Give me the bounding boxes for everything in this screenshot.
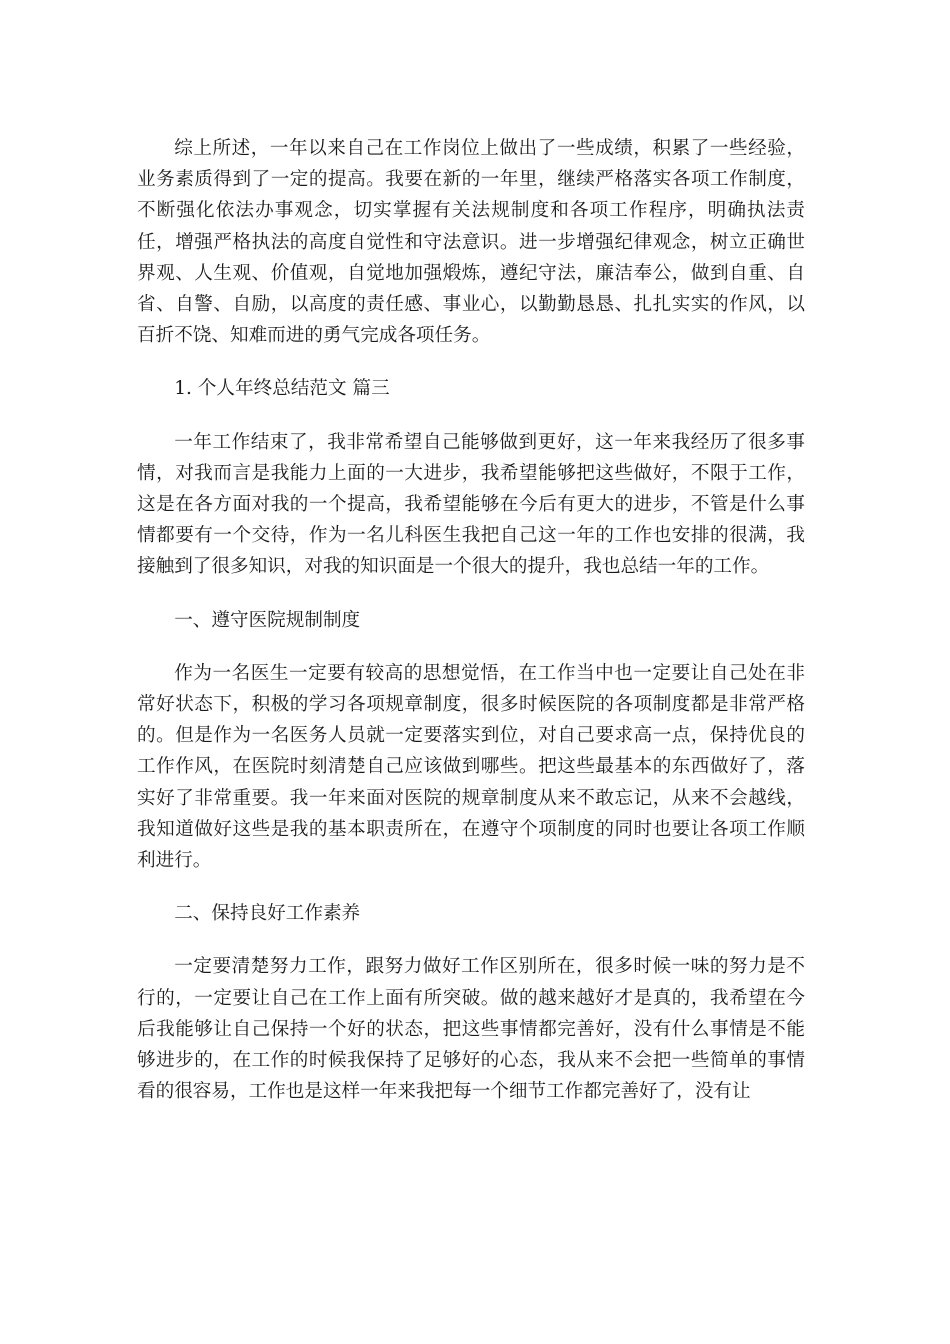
body-paragraph-intro: 一年工作结束了，我非常希望自己能够做到更好，这一年来我经历了很多事情，对我而言是我能力上面的一大进步，我希望能够把这些做好，不限于工作，这是在各方面对我的一个提高，我希望能够在今后有更大的进步，不管是什么事情都要有一个交待，作为一名儿科医生我把自己这一年的工作也安排的很满，我接触到了很多知识，对我的知识面是一个很大的提升，我也总结一年的工作。 — [137, 431, 805, 578]
body-paragraph-summary: 综上所述，一年以来自己在工作岗位上做出了一些成绩，积累了一些经验，业务素质得到了一定的提高。我要在新的一年里，继续严格落实各项工作制度，不断强化依法办事观念，切实掌握有关法规制度和各项工作程序，明确执法责任，增强严格执法的高度自觉性和守法意识。进一步增强纪律观念，树立正确世界观、人生观、价值观，自觉地加强煅炼，遵纪守法，廉洁奉公，做到自重、自省、自警、自励，以高度的责任感、事业心，以勤勤恳恳、扎扎实实的作风，以百折不饶、知难而进的勇气完成各项任务。 — [137, 138, 805, 347]
section-title-article-three: 1. 个人年终总结范文 篇三 — [174, 378, 390, 400]
subheading-hospital-rules: 一、遵守医院规制制度 — [174, 609, 361, 631]
body-paragraph-work-quality: 一定要清楚努力工作，跟努力做好工作区别所在，很多时候一味的努力是不行的，一定要让自己在工作上面有所突破。做的越来越好才是真的，我希望在今后我能够让自己保持一个好的状态，把这些事情都完善好，没有什么事情是不能够进步的，在工作的时候我保持了足够好的心态，我从来不会把一些简单的事情看的很容易，工作也是这样一年来我把每一个细节工作都完善好了，没有让 — [137, 956, 805, 1103]
document-page — [137, 133, 805, 1107]
body-paragraph-hospital-rules: 作为一名医生一定要有较高的思想觉悟，在工作当中也一定要让自己处在非常好状态下，积极的学习各项规章制度，很多时候医院的各项制度都是非常严格的。但是作为一名医务人员就一定要落实到位，对自己要求高一点，保持优良的工作作风，在医院时刻清楚自己应该做到哪些。把这些最基本的东西做好了，落实好了非常重要。我一年来面对医院的规章制度从来不敢忘记，从来不会越线，我知道做好这些是我的基本职责所在，在遵守个项制度的同时也要让各项工作顺利进行。 — [137, 662, 805, 872]
subheading-work-quality: 二、保持良好工作素养 — [174, 903, 361, 925]
